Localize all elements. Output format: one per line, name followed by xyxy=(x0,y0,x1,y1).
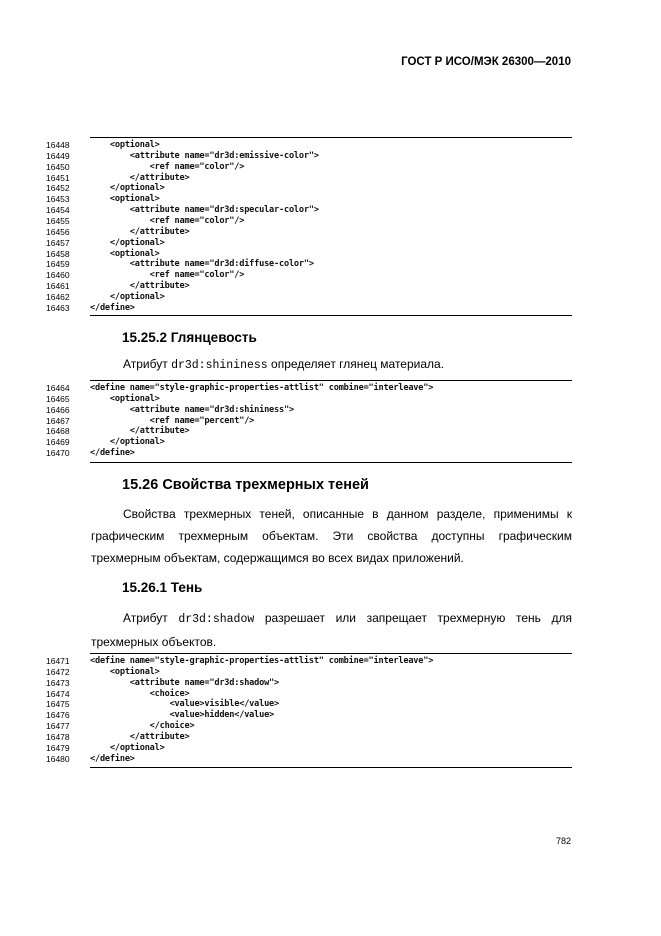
code-text: <optional> xyxy=(90,393,160,404)
code-text: <attribute name="dr3d:emissive-color"> xyxy=(90,150,319,161)
code-block-top-rule xyxy=(90,137,572,138)
line-number: 16449 xyxy=(46,150,70,161)
line-number: 16480 xyxy=(46,753,70,764)
code-block-top-rule xyxy=(90,380,572,381)
page-number: 782 xyxy=(556,836,572,846)
line-number: 16471 xyxy=(46,656,70,666)
paragraph-text: Атрибут xyxy=(123,357,172,371)
line-number: 16451 xyxy=(46,172,70,183)
code-text: <optional> xyxy=(90,248,160,259)
line-number: 16467 xyxy=(46,415,70,426)
line-number: 16472 xyxy=(46,666,70,677)
code-text: </optional> xyxy=(90,437,165,448)
code-text: </attribute> xyxy=(90,226,190,237)
paragraph-shininess xyxy=(91,353,572,377)
code-text: </optional> xyxy=(90,291,165,302)
line-number: 16450 xyxy=(46,161,70,172)
line-number: 16464 xyxy=(46,383,70,393)
code-text: <optional> xyxy=(90,666,160,677)
code-text: </define> xyxy=(90,302,135,313)
code-block-bottom-rule xyxy=(90,315,572,316)
code-text: <attribute name="dr3d:diffuse-color"> xyxy=(90,259,314,270)
code-text: <optional> xyxy=(90,194,160,205)
code-text: <attribute name="dr3d:shadow"> xyxy=(90,677,280,688)
line-number: 16479 xyxy=(46,742,70,753)
code-text: <optional> xyxy=(90,140,160,150)
line-number: 16476 xyxy=(46,710,70,721)
line-number: 16461 xyxy=(46,281,70,292)
code-text: </attribute> xyxy=(90,172,190,183)
line-number: 16475 xyxy=(46,699,70,710)
line-number: 16452 xyxy=(46,183,70,194)
code-text: </choice> xyxy=(90,721,195,732)
document-header: ГОСТ Р ИСО/МЭК 26300—2010 xyxy=(401,56,571,68)
line-number: 16468 xyxy=(46,426,70,437)
line-number: 16474 xyxy=(46,688,70,699)
paragraph-text: Атрибут xyxy=(123,611,179,625)
line-number: 16453 xyxy=(46,194,70,205)
code-text: <value>hidden</value> xyxy=(90,710,275,721)
code-text: </optional> xyxy=(90,742,165,753)
inline-code: dr3d:shininess xyxy=(171,359,268,372)
code-text: <ref name="color"/> xyxy=(90,215,245,226)
code-text: <define name="style-graphic-properties-attlist" combine="interleave"> xyxy=(90,656,434,666)
code-text: <choice> xyxy=(90,688,190,699)
code-text: </attribute> xyxy=(90,281,190,292)
line-number: 16469 xyxy=(46,437,70,448)
line-number: 16454 xyxy=(46,205,70,216)
paragraph-shadow xyxy=(91,607,572,653)
code-text: </optional> xyxy=(90,183,165,194)
code-text: <attribute name="dr3d:shininess"> xyxy=(90,404,294,415)
code-text: </define> xyxy=(90,448,135,459)
line-number: 16455 xyxy=(46,215,70,226)
line-number: 16463 xyxy=(46,302,70,313)
code-text: <ref name="percent"/> xyxy=(90,415,255,426)
code-block-bottom-rule xyxy=(90,767,572,768)
code-text: <ref name="color"/> xyxy=(90,270,245,281)
code-text: </define> xyxy=(90,753,135,764)
line-number: 16457 xyxy=(46,237,70,248)
code-text: </attribute> xyxy=(90,731,190,742)
paragraph-shadow-properties xyxy=(91,503,572,569)
line-number: 16448 xyxy=(46,140,70,150)
line-number: 16478 xyxy=(46,731,70,742)
line-number: 16473 xyxy=(46,677,70,688)
section-heading-15-25-2: 15.25.2 Глянцевость xyxy=(122,330,257,345)
code-text: </attribute> xyxy=(90,426,190,437)
line-number: 16466 xyxy=(46,404,70,415)
line-number: 16462 xyxy=(46,291,70,302)
code-text: <define name="style-graphic-properties-attlist" combine="interleave"> xyxy=(90,383,434,393)
paragraph-text: разрешает или запрещает трехмерную тень для трехмерных объектов. xyxy=(91,611,572,649)
code-block-top-rule xyxy=(90,653,572,654)
code-text: <ref name="color"/> xyxy=(90,161,245,172)
line-number: 16460 xyxy=(46,270,70,281)
code-block-1 xyxy=(46,137,572,317)
paragraph-text: определяет глянец материала. xyxy=(267,357,445,371)
code-text: <value>visible</value> xyxy=(90,699,280,710)
line-number: 16459 xyxy=(46,259,70,270)
inline-code: dr3d:shadow xyxy=(178,613,255,626)
code-block-3 xyxy=(46,653,572,769)
line-number: 16458 xyxy=(46,248,70,259)
section-heading-15-26-1: 15.26.1 Тень xyxy=(122,580,203,595)
code-block-2 xyxy=(46,380,572,464)
line-number: 16470 xyxy=(46,448,70,459)
paragraph-text: Свойства трехмерных теней, описанные в данном разделе, применимы к графическим трехмерным объектам. Эти свойства доступны графическим трехмерным объектам, содержащимся во всех видах приложений. xyxy=(91,507,572,565)
line-number: 16477 xyxy=(46,721,70,732)
code-text: </optional> xyxy=(90,237,165,248)
code-block-bottom-rule xyxy=(90,462,572,463)
section-heading-15-26: 15.26 Свойства трехмерных теней xyxy=(122,477,369,493)
code-text: <attribute name="dr3d:specular-color"> xyxy=(90,205,319,216)
line-number: 16465 xyxy=(46,393,70,404)
line-number: 16456 xyxy=(46,226,70,237)
